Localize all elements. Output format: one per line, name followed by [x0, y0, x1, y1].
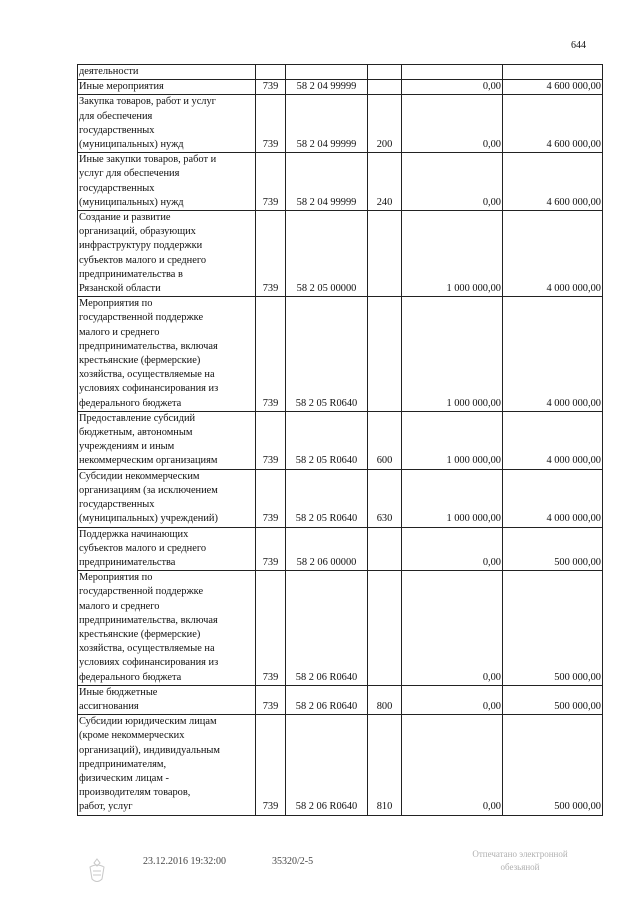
row-amount-year2-cell: 4 000 000,00: [503, 297, 603, 412]
row-amount-year2-cell: 500 000,00: [503, 571, 603, 686]
row-name-cell: Иные закупки товаров, работ и услуг для обеспечения государственных (муниципальных) нужд: [78, 153, 256, 211]
row-name-cell: Иные бюджетные ассигнования: [78, 685, 256, 714]
row-target-article-cell: 58 2 06 00000: [286, 527, 368, 571]
row-target-article-cell: 58 2 05 R0640: [286, 411, 368, 469]
row-name-cell: Субсидии юридическим лицам (кроме некоммерческих организаций), индивидуальным предпринимателям, физическим лицам - производителям товаров, работ, услуг: [78, 715, 256, 815]
table-row: [78, 80, 603, 95]
row-code-cell: 739: [256, 153, 286, 211]
row-amount-year2-cell: 500 000,00: [503, 527, 603, 571]
table-row: [78, 211, 603, 297]
stamp-line-2: обезьяной: [500, 862, 540, 872]
row-code-cell: 739: [256, 469, 286, 527]
row-expense-type-cell: [368, 297, 402, 412]
row-amount-year2-cell: 500 000,00: [503, 685, 603, 714]
row-code-cell: 739: [256, 80, 286, 95]
table-row: [78, 469, 603, 527]
row-code-cell: 739: [256, 527, 286, 571]
row-amount-year2-cell: 4 600 000,00: [503, 153, 603, 211]
row-code-cell: 739: [256, 297, 286, 412]
row-target-article-cell: 58 2 05 R0640: [286, 469, 368, 527]
row-target-article-cell: 58 2 04 99999: [286, 95, 368, 153]
budget-table: [77, 64, 603, 816]
row-name-cell: Субсидии некоммерческим организациям (за исключением государственных (муниципальных) учреждений): [78, 469, 256, 527]
row-target-article-cell: 58 2 06 R0640: [286, 715, 368, 815]
row-expense-type-cell: 630: [368, 469, 402, 527]
row-name-cell: деятельности: [78, 65, 256, 80]
row-target-article-cell: [286, 65, 368, 80]
row-expense-type-cell: [368, 80, 402, 95]
row-name-cell: Закупка товаров, работ и услуг для обеспечения государственных (муниципальных) нужд: [78, 95, 256, 153]
table-row: [78, 527, 603, 571]
emblem-icon: [86, 857, 108, 887]
row-target-article-cell: 58 2 04 99999: [286, 153, 368, 211]
row-name-cell: Создание и развитие организаций, образующих инфраструктуру поддержки субъектов малого и среднего предпринимательства в Рязанской области: [78, 211, 256, 297]
table-row: [78, 153, 603, 211]
row-expense-type-cell: 600: [368, 411, 402, 469]
row-amount-year1-cell: 1 000 000,00: [402, 297, 503, 412]
row-code-cell: 739: [256, 685, 286, 714]
row-expense-type-cell: 800: [368, 685, 402, 714]
row-name-cell: Мероприятия по государственной поддержке малого и среднего предпринимательства, включая крестьянские (фермерские) хозяйства, осуществляемые на условиях софинансирования из федерального бюджета: [78, 297, 256, 412]
row-amount-year2-cell: [503, 65, 603, 80]
table-row: [78, 715, 603, 815]
row-name-cell: Иные мероприятия: [78, 80, 256, 95]
footer-datetime: 23.12.2016 19:32:00: [143, 856, 227, 867]
page-number: 644: [571, 40, 586, 51]
row-expense-type-cell: 810: [368, 715, 402, 815]
watermark-stamp: [445, 848, 595, 874]
row-target-article-cell: 58 2 06 R0640: [286, 685, 368, 714]
row-expense-type-cell: 240: [368, 153, 402, 211]
row-amount-year2-cell: 4 000 000,00: [503, 469, 603, 527]
row-amount-year1-cell: 1 000 000,00: [402, 211, 503, 297]
row-code-cell: 739: [256, 571, 286, 686]
row-code-cell: 739: [256, 411, 286, 469]
stamp-line-1: Отпечатано электронной: [472, 849, 568, 859]
row-name-cell: Мероприятия по государственной поддержке малого и среднего предпринимательства, включая крестьянские (фермерские) хозяйства, осуществляемые на условиях софинансирования из федерального бюджета: [78, 571, 256, 686]
row-amount-year2-cell: 4 000 000,00: [503, 411, 603, 469]
row-amount-year1-cell: 0,00: [402, 80, 503, 95]
table-row: [78, 685, 603, 714]
row-amount-year1-cell: 0,00: [402, 571, 503, 686]
row-expense-type-cell: 200: [368, 95, 402, 153]
row-code-cell: 739: [256, 95, 286, 153]
row-amount-year2-cell: 4 000 000,00: [503, 211, 603, 297]
row-code-cell: 739: [256, 715, 286, 815]
row-amount-year2-cell: 4 600 000,00: [503, 95, 603, 153]
row-amount-year1-cell: [402, 65, 503, 80]
row-target-article-cell: 58 2 06 R0640: [286, 571, 368, 686]
row-name-cell: Поддержка начинающих субъектов малого и среднего предпринимательства: [78, 527, 256, 571]
row-amount-year2-cell: 500 000,00: [503, 715, 603, 815]
row-amount-year1-cell: 0,00: [402, 715, 503, 815]
row-name-cell: Предоставление субсидий бюджетным, автономным учреждениям и иным некоммерческим организациям: [78, 411, 256, 469]
row-amount-year1-cell: 0,00: [402, 95, 503, 153]
row-amount-year1-cell: 1 000 000,00: [402, 411, 503, 469]
row-expense-type-cell: [368, 571, 402, 686]
row-expense-type-cell: [368, 65, 402, 80]
row-expense-type-cell: [368, 211, 402, 297]
row-code-cell: 739: [256, 211, 286, 297]
row-target-article-cell: 58 2 05 00000: [286, 211, 368, 297]
table-row: [78, 297, 603, 412]
row-expense-type-cell: [368, 527, 402, 571]
footer-document-id: 35320/2-5: [272, 856, 314, 867]
row-amount-year1-cell: 0,00: [402, 527, 503, 571]
budget-table-body: [78, 65, 603, 816]
row-target-article-cell: 58 2 04 99999: [286, 80, 368, 95]
row-amount-year2-cell: 4 600 000,00: [503, 80, 603, 95]
row-code-cell: [256, 65, 286, 80]
row-amount-year1-cell: 0,00: [402, 153, 503, 211]
table-row: [78, 571, 603, 686]
table-row: [78, 65, 603, 80]
table-row: [78, 411, 603, 469]
row-amount-year1-cell: 0,00: [402, 685, 503, 714]
row-target-article-cell: 58 2 05 R0640: [286, 297, 368, 412]
row-amount-year1-cell: 1 000 000,00: [402, 469, 503, 527]
table-row: [78, 95, 603, 153]
